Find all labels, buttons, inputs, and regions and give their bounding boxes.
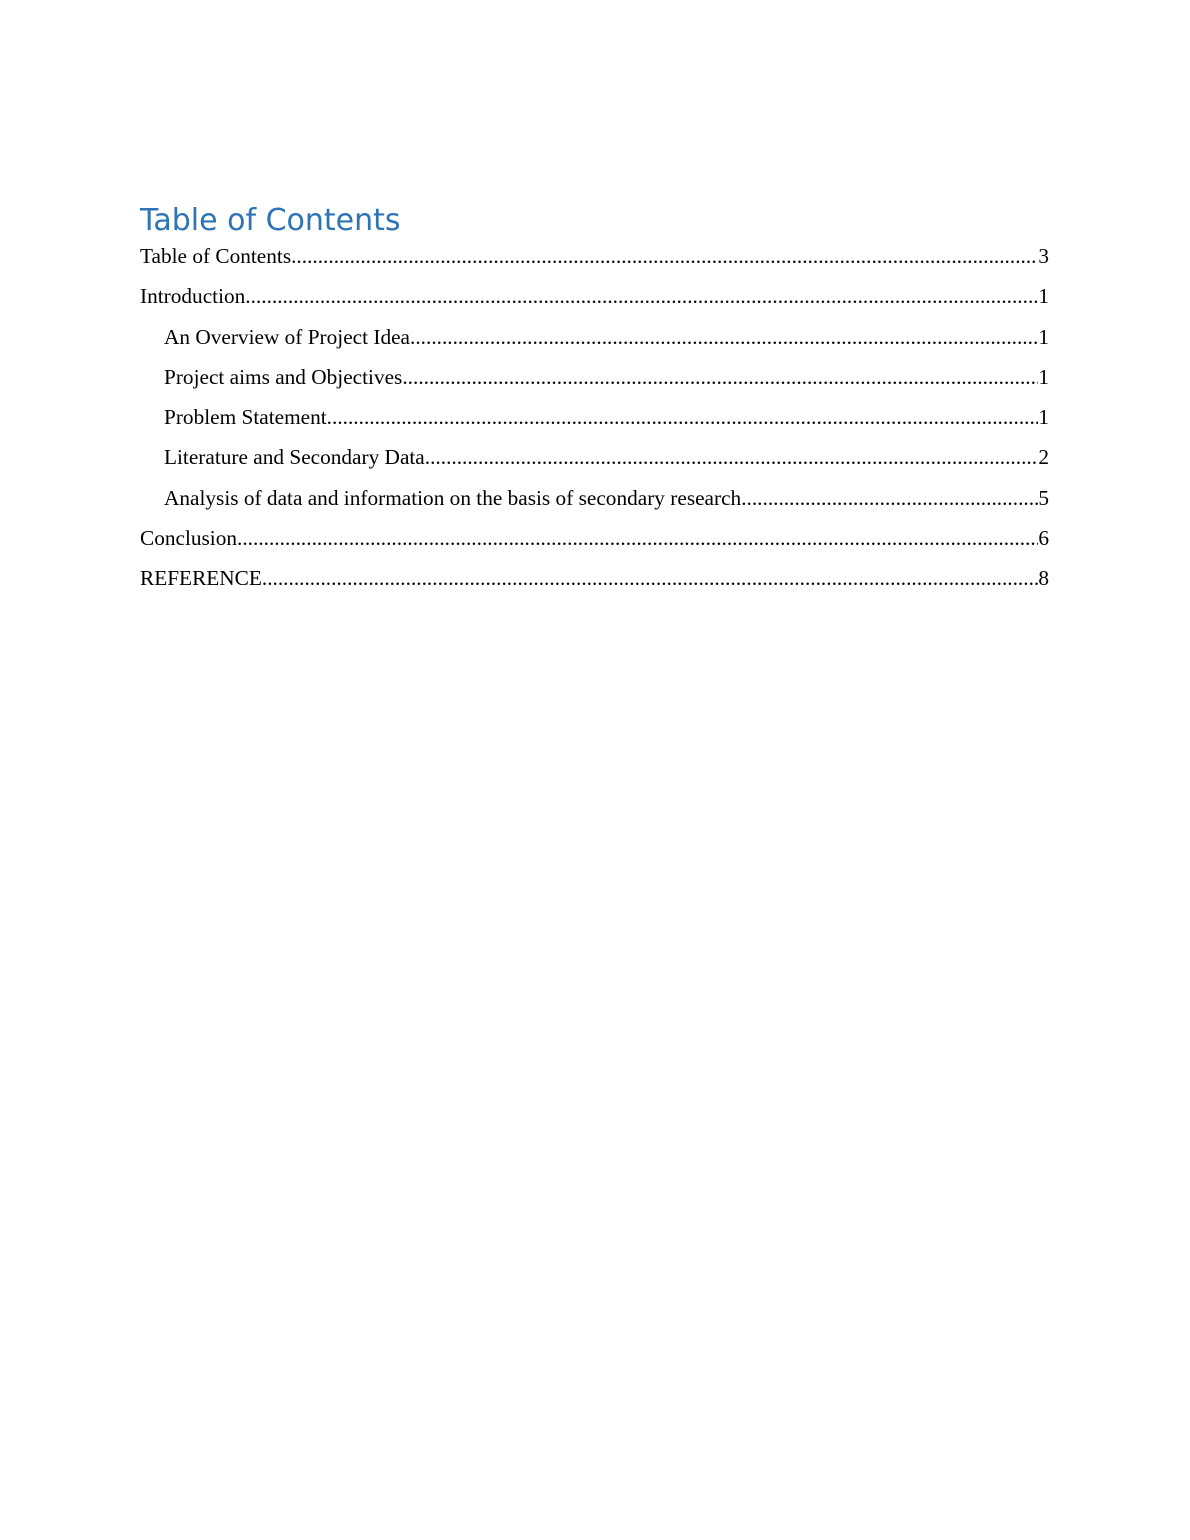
toc-entry-title: Problem Statement bbox=[164, 405, 327, 430]
toc-entry-page-number: 1 bbox=[1038, 324, 1049, 349]
dot-leader bbox=[410, 321, 1038, 353]
toc-entry-introduction[interactable] bbox=[140, 280, 1049, 320]
toc-entry-page-number: 5 bbox=[1038, 485, 1049, 510]
toc-entry-page-number: 1 bbox=[1038, 405, 1049, 430]
dot-leader bbox=[327, 401, 1039, 433]
toc-entry-title: Conclusion bbox=[140, 526, 238, 551]
toc-list bbox=[140, 240, 1049, 603]
toc-entry-table-of-contents[interactable] bbox=[140, 240, 1049, 280]
dot-leader bbox=[262, 562, 1038, 594]
dot-leader bbox=[402, 361, 1038, 393]
toc-entry-problem-statement[interactable] bbox=[140, 401, 1049, 441]
toc-entry-page-number: 3 bbox=[1038, 244, 1049, 268]
toc-entry-conclusion[interactable] bbox=[140, 522, 1049, 562]
toc-entry-page-number: 8 bbox=[1038, 566, 1049, 591]
toc-entry-title: REFERENCE bbox=[140, 566, 262, 591]
toc-entry-title: Table of Contents bbox=[140, 244, 292, 268]
toc-entry-title: Project aims and Objectives bbox=[164, 364, 403, 389]
toc-entry-title: Introduction bbox=[140, 284, 246, 309]
toc-heading: Table of Contents bbox=[140, 203, 401, 238]
toc-entry-page-number: 6 bbox=[1038, 526, 1049, 551]
toc-entry-project-aims-and-objectives[interactable] bbox=[140, 361, 1049, 401]
toc-entry-page-number: 1 bbox=[1038, 364, 1049, 389]
toc-entry-page-number: 2 bbox=[1038, 445, 1049, 470]
dot-leader bbox=[291, 240, 1038, 272]
toc-entry-page-number: 1 bbox=[1038, 284, 1049, 309]
dot-leader bbox=[245, 280, 1038, 312]
toc-entry-title: Literature and Secondary Data bbox=[164, 445, 425, 470]
toc-entry-title: An Overview of Project Idea bbox=[164, 324, 411, 349]
dot-leader bbox=[741, 482, 1038, 514]
dot-leader bbox=[237, 522, 1038, 554]
dot-leader bbox=[425, 441, 1039, 473]
toc-entry-overview-of-project-idea[interactable] bbox=[140, 321, 1049, 361]
toc-entry-reference[interactable] bbox=[140, 562, 1049, 602]
toc-entry-analysis-of-data[interactable] bbox=[140, 482, 1049, 522]
toc-entry-title: Analysis of data and information on the basis of secondary research bbox=[164, 485, 742, 510]
toc-entry-literature-and-secondary-data[interactable] bbox=[140, 441, 1049, 481]
